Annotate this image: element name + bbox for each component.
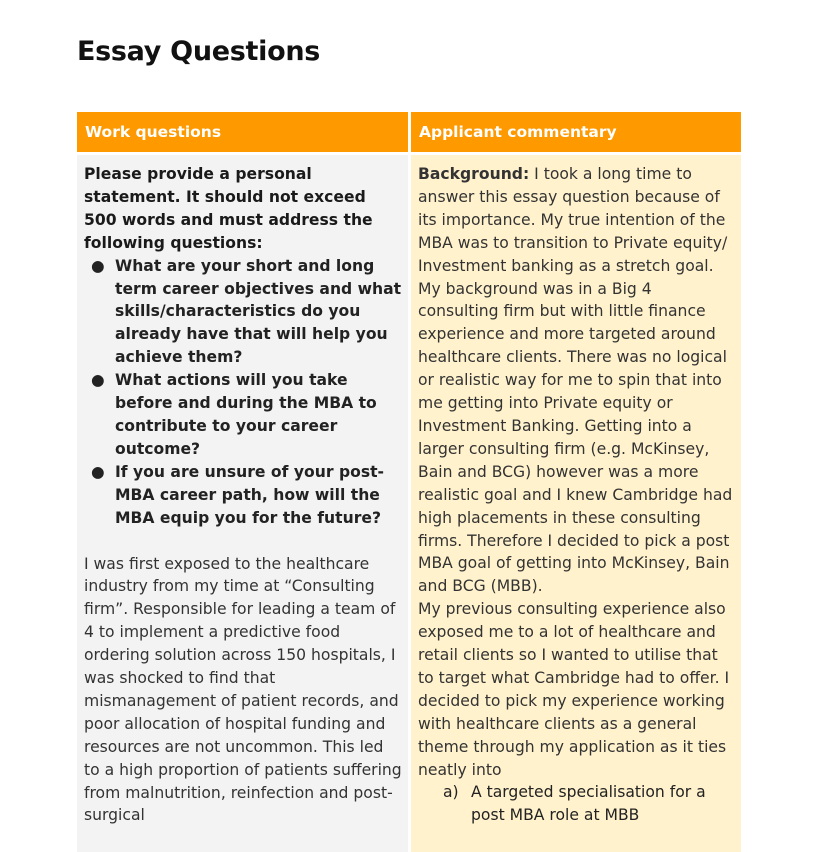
header-work-questions: Work questions: [77, 112, 408, 152]
question-prompt: Please provide a personal statement. It should not exceed 500 words and must address the following questions:: [84, 165, 373, 252]
commentary-list-item: [418, 781, 735, 827]
bullet-icon: ●: [91, 256, 105, 275]
applicant-commentary-cell: [411, 155, 741, 852]
commentary-list: [418, 781, 735, 827]
header-applicant-commentary: Applicant commentary: [411, 112, 741, 152]
commentary-paragraph-2: My previous consulting experience also exposed me to a lot of healthcare and retail clients so I wanted to utilise that to target what Cambridge had to offer. I decided to pick my experience working with healthcare clients as a general theme through my application as it ties neatly into: [418, 600, 730, 779]
list-marker: a): [443, 783, 459, 802]
bullet-icon: ●: [91, 371, 105, 390]
commentary-list-text: A targeted specialisation for a post MBA role at MBB: [471, 783, 706, 825]
essay-table: [77, 112, 741, 852]
background-label: Background:: [418, 165, 530, 183]
question-bullet-text: If you are unsure of your post-MBA career path, how will the MBA equip you for the future?: [115, 462, 385, 527]
question-bullet-item: [84, 255, 402, 370]
essay-text: I was first exposed to the healthcare industry from my time at “Consulting firm”. Responsible for leading a team of 4 to implement a predictive food ordering solution across 150 hospitals, I was shocked to find that mismanagement of patient records, and poor allocation of hospital funding and resources are not uncommon. This led to a high proportion of patients suffering from malnutrition, reinfection and post-surgical: [84, 554, 402, 825]
question-bullet-item: [84, 369, 402, 461]
question-bullet-text: What actions will you take before and during the MBA to contribute to your career outcome?: [115, 371, 377, 458]
bullet-icon: ●: [91, 462, 105, 481]
commentary-text-1: I took a long time to answer this essay question because of its importance. My true intention of the MBA was to transition to Private equity/ Investment banking as a stretch goal. My background was in a Big 4 consulting firm but with little finance experience and more targeted around healthcare clients. There was no logical or realistic way for me to spin that into me getting into Private equity or Investment Banking. Getting into a larger consulting firm (e.g. McKinsey, Bain and BCG) however was a more realistic goal and I knew Cambridge had high placements in these consulting firms. Therefore I decided to pick a post MBA goal of getting into McKinsey, Bain and BCG (MBB).: [418, 165, 733, 596]
spacer: [84, 530, 402, 553]
question-bullet-item: [84, 461, 402, 530]
question-bullet-text: What are your short and long term career objectives and what skills/characteristics do you already have that will help you achieve them?: [115, 256, 402, 367]
commentary-paragraph-1: [418, 163, 735, 598]
work-questions-cell: [77, 155, 408, 852]
question-bullet-list: [84, 255, 402, 530]
page-title: Essay Questions: [77, 36, 321, 67]
